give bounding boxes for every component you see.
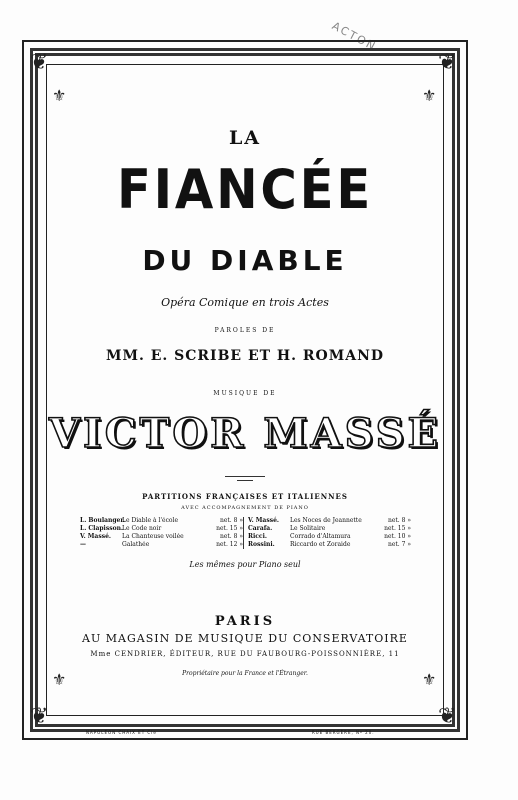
corner-ornament-icon: ❦ bbox=[438, 704, 457, 729]
work-composer: Ricci. bbox=[248, 533, 267, 540]
work-composer: Rossini. bbox=[248, 541, 275, 548]
librettists: MM. E. SCRIBE ET H. ROMAND bbox=[105, 348, 385, 364]
musique-label: MUSIQUE DE bbox=[213, 390, 277, 397]
printer-left: NAPOLÉON CHAIX ET Cie bbox=[86, 730, 157, 735]
works-column-right bbox=[248, 517, 411, 549]
work-title: La Chanteuse voilée bbox=[122, 533, 184, 540]
work-composer: L. Boulanger. bbox=[80, 517, 126, 524]
fleur-ornament-icon: ⚜ bbox=[52, 670, 67, 689]
fleur-ornament-icon: ⚜ bbox=[422, 670, 437, 689]
composer-name: VICTOR MASSÉ bbox=[48, 410, 442, 457]
title-main: FIANCÉE bbox=[116, 158, 374, 221]
work-row bbox=[248, 533, 411, 541]
work-price: net. 8 » bbox=[219, 517, 243, 524]
work-composer: V. Massé. bbox=[248, 517, 279, 524]
work-title: Galathée bbox=[122, 541, 150, 548]
paroles-label: PAROLES DE bbox=[214, 327, 276, 334]
works-column-left bbox=[80, 517, 244, 549]
work-title: Le Diable à l'école bbox=[122, 517, 179, 524]
genre-line: Opéra Comique en trois Actes bbox=[161, 296, 329, 309]
work-row bbox=[80, 517, 243, 525]
work-price: net. 7 » bbox=[387, 541, 411, 548]
work-composer: Carafa. bbox=[248, 525, 273, 532]
printer-right: RUE BERGÈRE, Nº 20. bbox=[312, 730, 375, 735]
partitions-heading: PARTITIONS FRANÇAISES ET ITALIENNES bbox=[142, 492, 348, 501]
work-price: net. 10 » bbox=[384, 533, 411, 540]
work-composer: L. Clapisson. bbox=[80, 525, 124, 532]
work-title: Corrado d'Altamura bbox=[290, 533, 351, 540]
publisher: AU MAGASIN DE MUSIQUE DU CONSERVATOIRE bbox=[82, 632, 408, 645]
work-row bbox=[248, 541, 411, 549]
work-price: net. 15 » bbox=[216, 525, 243, 532]
corner-ornament-icon: ❦ bbox=[438, 50, 457, 75]
work-title: Les Noces de Jeannette bbox=[290, 517, 362, 524]
accompaniment-note: AVEC ACCOMPAGNEMENT DE PIANO bbox=[181, 505, 309, 511]
work-composer: — bbox=[80, 541, 86, 548]
property-note: Propriétaire pour la France et l'Étranger. bbox=[182, 670, 308, 677]
fleur-ornament-icon: ⚜ bbox=[422, 86, 437, 105]
divider bbox=[225, 476, 265, 477]
work-title: Le Solitaire bbox=[290, 525, 326, 532]
work-price: net. 15 » bbox=[384, 525, 411, 532]
work-title: Riccardo et Zoraide bbox=[290, 541, 351, 548]
work-price: net. 8 » bbox=[219, 533, 243, 540]
corner-ornament-icon: ❦ bbox=[30, 50, 49, 75]
fleur-ornament-icon: ⚜ bbox=[52, 86, 67, 105]
work-row bbox=[248, 525, 411, 533]
work-title: Le Code noir bbox=[122, 525, 162, 532]
corner-ornament-icon: ❦ bbox=[30, 704, 49, 729]
work-row bbox=[248, 517, 411, 525]
work-price: net. 8 » bbox=[387, 517, 411, 524]
publisher-address: Mme CENDRIER, ÉDITEUR, RUE DU FAUBOURG-POISSONNIÈRE, 11 bbox=[90, 650, 400, 658]
work-row bbox=[80, 525, 243, 533]
divider bbox=[237, 480, 253, 481]
work-composer: V. Massé. bbox=[80, 533, 111, 540]
piano-solo-note: Les mêmes pour Piano seul bbox=[189, 560, 301, 569]
work-price: net. 12 » bbox=[216, 541, 243, 548]
library-stamp: ACTON bbox=[329, 19, 379, 54]
title-article: LA bbox=[228, 127, 262, 149]
title-sub: DU DIABLE bbox=[142, 244, 348, 277]
city: PARIS bbox=[214, 614, 276, 629]
work-row bbox=[80, 533, 243, 541]
work-row bbox=[80, 541, 243, 549]
